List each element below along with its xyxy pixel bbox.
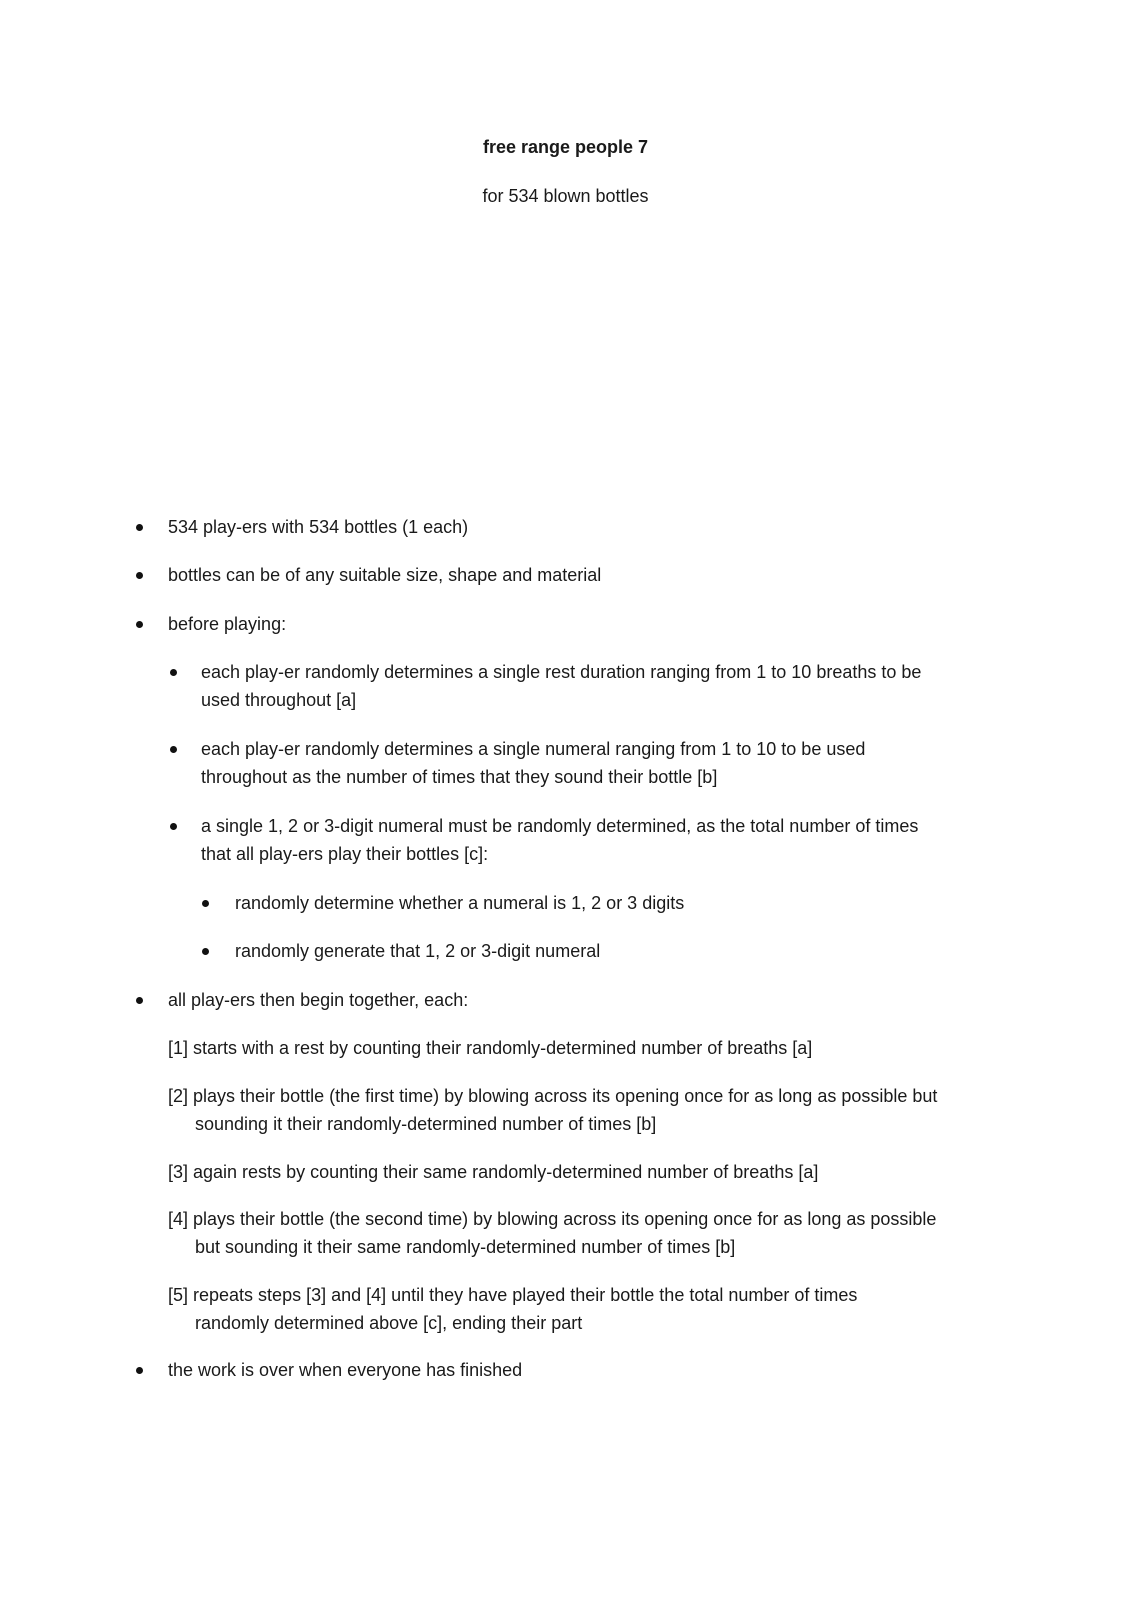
step-3: [3] again rests by counting their same randomly-determined number of breaths [a] bbox=[168, 1162, 819, 1182]
list-item: 534 play-ers with 534 bottles (1 each) bbox=[168, 517, 469, 537]
list-item: the work is over when everyone has finished bbox=[168, 1360, 523, 1380]
list-item-line: each play-er randomly determines a single numeral ranging from 1 to 10 to be used bbox=[201, 739, 866, 759]
document-title: free range people 7 bbox=[482, 137, 649, 157]
list-item: all play-ers then begin together, each: bbox=[168, 990, 469, 1010]
list-item: randomly determine whether a numeral is 1, 2 or 3 digits bbox=[235, 893, 685, 913]
list-item: bottles can be of any suitable size, shape and material bbox=[168, 565, 602, 585]
document-subtitle: for 534 blown bottles bbox=[482, 186, 649, 206]
bullet-icon bbox=[136, 524, 143, 531]
bullet-icon bbox=[170, 823, 177, 830]
step-5-cont: randomly determined above [c], ending their part bbox=[195, 1313, 583, 1333]
list-item-line: each play-er randomly determines a single rest duration ranging from 1 to 10 breaths to be bbox=[201, 662, 922, 682]
list-item-line: a single 1, 2 or 3-digit numeral must be randomly determined, as the total number of times bbox=[201, 816, 919, 836]
list-item: randomly generate that 1, 2 or 3-digit numeral bbox=[235, 941, 601, 961]
bullet-icon bbox=[202, 900, 209, 907]
step-4-cont: but sounding it their same randomly-determined number of times [b] bbox=[195, 1237, 736, 1257]
bullet-icon bbox=[136, 572, 143, 579]
bullet-icon bbox=[170, 746, 177, 753]
step-5: [5] repeats steps [3] and [4] until they have played their bottle the total number of times bbox=[168, 1285, 858, 1305]
bullet-icon bbox=[202, 948, 209, 955]
step-2: [2] plays their bottle (the first time) by blowing across its opening once for as long as possible but bbox=[168, 1086, 938, 1106]
bullet-icon bbox=[136, 997, 143, 1004]
list-item-line: used throughout [a] bbox=[201, 690, 357, 710]
bullet-icon bbox=[136, 621, 143, 628]
bullet-icon bbox=[136, 1367, 143, 1374]
step-2-cont: sounding it their randomly-determined number of times [b] bbox=[195, 1114, 657, 1134]
list-item-line: that all play-ers play their bottles [c]: bbox=[201, 844, 489, 864]
list-item-line: throughout as the number of times that they sound their bottle [b] bbox=[201, 767, 718, 787]
step-1: [1] starts with a rest by counting their randomly-determined number of breaths [a] bbox=[168, 1038, 813, 1058]
list-item: before playing: bbox=[168, 614, 287, 634]
bullet-icon bbox=[170, 669, 177, 676]
step-4: [4] plays their bottle (the second time) by blowing across its opening once for as long as possible bbox=[168, 1209, 937, 1229]
